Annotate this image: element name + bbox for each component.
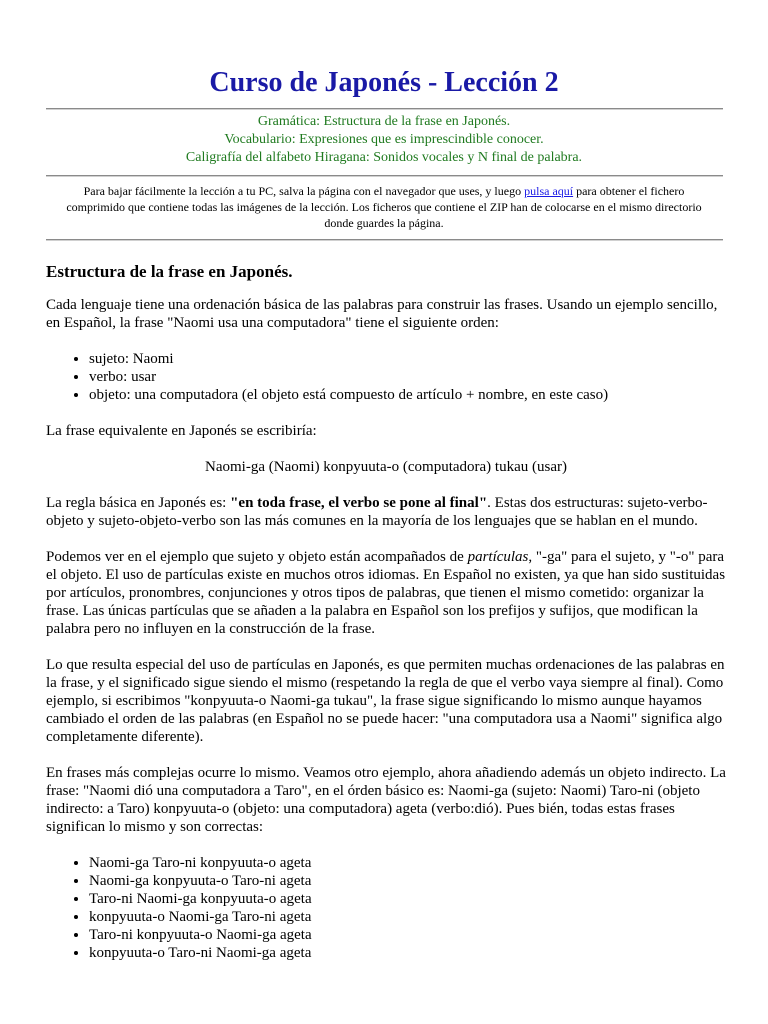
- paragraph-ordering: Lo que resulta especial del uso de partículas en Japonés, es que permiten muchas ordenaciones de las palabras en la frase, y el significado sigue siendo el mismo (respetando la regla de que el verbo vaya siempre al final). Como ejemplo, si escribimos "konpyuuta-o Naomi-ga tukau", la frase sigue significando lo mismo aunque hayamos cambiado el orden de las palabras (en Español no se puede hacer: "una computadora usa a Naomi" significa algo completamente diferente).: [46, 657, 725, 745]
- divider-middle: [46, 175, 723, 177]
- list-item: • konpyuuta-o Taro-ni Naomi-ga ageta: [89, 944, 726, 962]
- sentence-variants-list: [46, 854, 726, 962]
- example-sentence: Naomi-ga (Naomi) konpyuuta-o (computadora) tukau (usar): [205, 459, 567, 475]
- divider-bottom: [46, 239, 723, 241]
- paragraph-intro: Cada lenguaje tiene una ordenación básica de las palabras para construir las frases. Usando un ejemplo sencillo, en Español, la frase "Naomi usa una computadora" tiene el siguiente orden:: [46, 297, 718, 331]
- list-item: • verbo: usar: [89, 368, 726, 386]
- particles-text-after: , "-ga" para el sujeto, y "-o" para el objeto. El uso de partículas existe en muchos otros idiomas. En Español no existen, ya que han sido sustituidas por artículos, pronombres, conjunciones y otros tipos de palabras, que tienen el mismo cometido: organizar la frase. Las únicas partículas que se añaden a la palabra en Español son los prefijos y sufijos, que modifican la palabra pero no influyen en la construcción de la frase.: [46, 549, 726, 637]
- download-note-text-before: Para bajar fácilmente la lección a tu PC, salva la página con el navegador que uses, y luego: [83, 184, 525, 198]
- rule-text-before: La regla básica en Japonés es:: [46, 495, 231, 511]
- rule-text-after: . Estas dos estructuras: sujeto-verbo-objeto y sujeto-objeto-verbo son las más comunes en la mayoría de los lenguajes que se hablan en el mundo.: [46, 495, 708, 529]
- particles-text-before: Podemos ver en el ejemplo que sujeto y objeto están acompañados de: [46, 549, 468, 565]
- topic-vocabulary: Vocabulario: Expresiones que es imprescindible conocer.: [224, 132, 544, 147]
- divider-top: [46, 108, 723, 110]
- download-note-text-after: para obtener el fichero comprimido que contiene todas las imágenes de la lección. Los ficheros que contiene el ZIP han de colocarse en el mismo directorio donde guardes la página.: [66, 184, 702, 230]
- topic-calligraphy: Caligrafía del alfabeto Hiragana: Sonidos vocales y N final de palabra.: [185, 150, 583, 165]
- page-title: Curso de Japonés - Lección 2: [209, 66, 559, 98]
- paragraph-complex: En frases más complejas ocurre lo mismo. Veamos otro ejemplo, ahora añadiendo además un objeto indirecto. La frase: "Naomi dió una computadora a Taro", en el órden básico es: Naomi-ga (sujeto: Naomi) Taro-ni (objeto indirecto: a Taro) konpyuuta-o (objeto: una computadora) ageta (verbo:dió). Pues bién, todas estas frases significan lo mismo y son correctas:: [46, 765, 726, 835]
- list-item: • sujeto: Naomi: [89, 350, 726, 368]
- lesson-content: [46, 262, 726, 980]
- particles-term: partículas: [467, 549, 529, 565]
- download-note: [62, 183, 706, 231]
- list-item: • Taro-ni konpyuuta-o Naomi-ga ageta: [89, 926, 726, 944]
- list-item: • objeto: una computadora (el objeto está compuesto de artículo + nombre, en este caso): [89, 386, 726, 404]
- download-link[interactable]: pulsa aquí: [524, 184, 574, 198]
- paragraph-basic-rule: [46, 494, 726, 530]
- word-order-list: [46, 350, 726, 404]
- list-item: • Taro-ni Naomi-ga konpyuuta-o ageta: [89, 890, 726, 908]
- rule-highlight: "en toda frase, el verbo se pone al final": [230, 495, 488, 511]
- topic-grammar: Gramática: Estructura de la frase en Japonés.: [257, 114, 511, 129]
- paragraph-particles: [46, 548, 726, 638]
- list-item: • Naomi-ga Taro-ni konpyuuta-o ageta: [89, 854, 726, 872]
- list-item: • konpyuuta-o Naomi-ga Taro-ni ageta: [89, 908, 726, 926]
- section-heading: Estructura de la frase en Japonés.: [46, 262, 293, 281]
- paragraph-equivalent: La frase equivalente en Japonés se escribiría:: [46, 423, 317, 439]
- list-item: • Naomi-ga konpyuuta-o Taro-ni ageta: [89, 872, 726, 890]
- lesson-topics: [0, 113, 768, 167]
